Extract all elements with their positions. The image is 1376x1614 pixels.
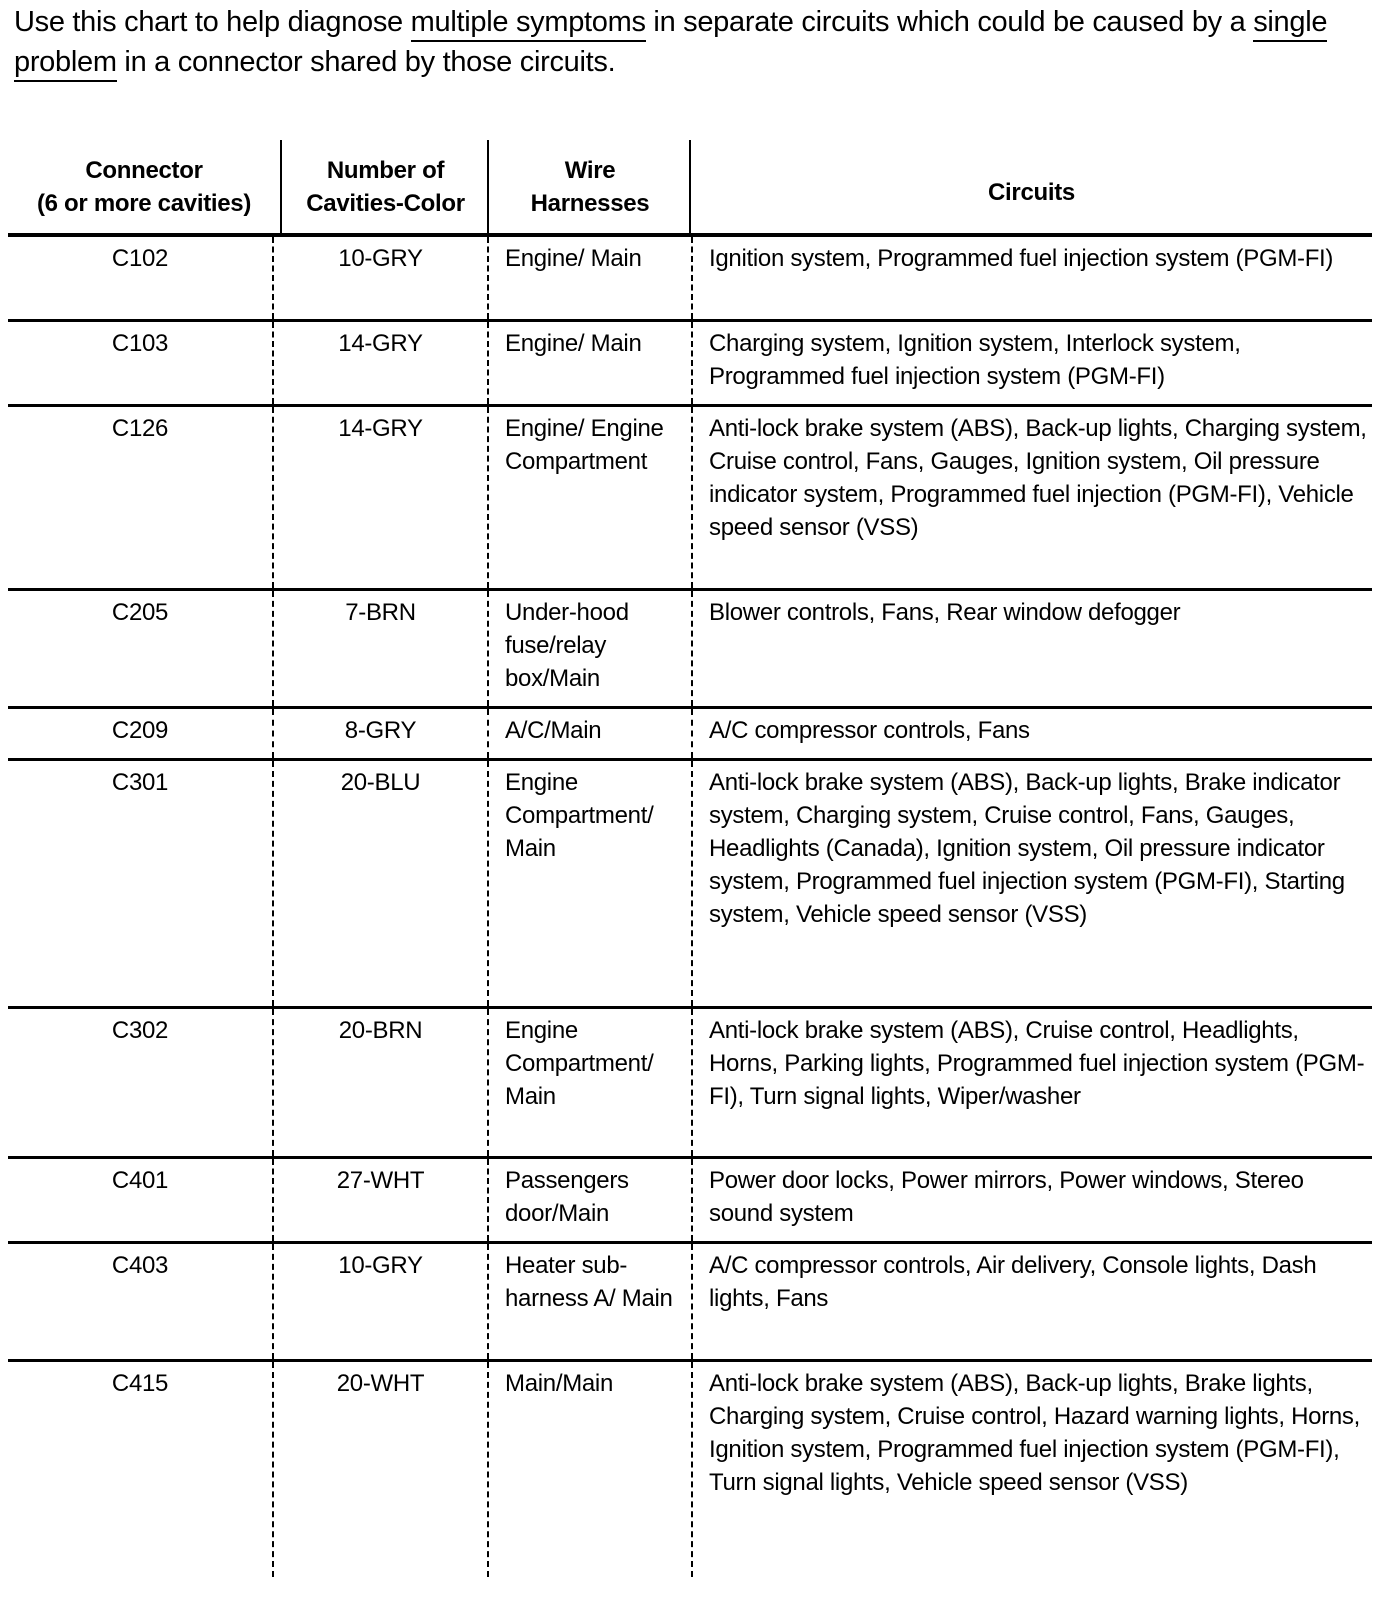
header-circuits xyxy=(689,140,1372,233)
cell-cavities: 27-WHT xyxy=(272,1159,487,1241)
cell-harness: Engine/ Main xyxy=(487,322,691,404)
cell-circuits: Anti-lock brake system (ABS), Back-up lights, Charging system, Cruise control, Fans, Gauges, Ignition system, Oil pressure indicator system, Programmed fuel injection (PGM-FI), Vehicle speed sensor (VSS) xyxy=(691,407,1372,588)
table-body xyxy=(8,237,1372,1577)
intro-part2: in separate circuits which could be caused by a xyxy=(645,6,1254,38)
header-harnesses xyxy=(487,140,691,233)
cell-circuits: A/C compressor controls, Fans xyxy=(691,709,1372,758)
header-connector xyxy=(8,140,280,233)
table-row xyxy=(8,761,1372,1009)
table-row xyxy=(8,1244,1372,1362)
cell-connector: C401 xyxy=(111,1167,169,1194)
cell-harness: Heater sub-harness A/ Main xyxy=(487,1244,691,1359)
cell-circuits: Anti-lock brake system (ABS), Back-up lights, Brake lights, Charging system, Cruise control, Hazard warning lights, Horns, Ignition system, Programmed fuel injection system (PGM-FI), Turn signal lights, Vehicle speed sensor (VSS) xyxy=(691,1362,1372,1577)
header-cavities-line1: Number of xyxy=(326,156,445,184)
cell-connector: C302 xyxy=(111,1017,169,1044)
cell-harness: Engine/ Engine Compartment xyxy=(487,407,691,588)
cell-cavities: 20-WHT xyxy=(272,1362,487,1577)
cell-connector: C415 xyxy=(111,1370,169,1397)
cell-circuits: Anti-lock brake system (ABS), Cruise control, Headlights, Horns, Parking lights, Programmed fuel injection system (PGM-FI), Turn signal lights, Wiper/washer xyxy=(691,1009,1372,1156)
cell-harness: Engine/ Main xyxy=(487,237,691,319)
header-circuits-label: Circuits xyxy=(988,179,1075,206)
cell-connector: C205 xyxy=(111,599,169,626)
cell-circuits: Charging system, Ignition system, Interlock system, Programmed fuel injection system (PGM-FI) xyxy=(691,322,1372,404)
table-row xyxy=(8,1159,1372,1244)
cell-harness: Main/Main xyxy=(487,1362,691,1577)
intro-text xyxy=(14,2,1374,82)
header-cavities xyxy=(280,140,489,233)
cell-connector: C103 xyxy=(111,330,169,357)
intro-emphasis-single-problem: single problem xyxy=(14,6,1327,82)
cell-harness: Engine Compartment/ Main xyxy=(487,1009,691,1156)
cell-cavities: 7-BRN xyxy=(272,591,487,706)
cell-circuits: Anti-lock brake system (ABS), Back-up lights, Brake indicator system, Charging system, Cruise control, Fans, Gauges, Headlights (Canada), Ignition system, Oil pressure indicator system, Programmed fuel injection system (PGM-FI), Starting system, Vehicle speed sensor (VSS) xyxy=(691,761,1372,1006)
table-row xyxy=(8,591,1372,709)
cell-harness: Passengers door/Main xyxy=(487,1159,691,1241)
intro-part1: Use this chart to help diagnose xyxy=(14,6,411,38)
cell-circuits: Ignition system, Programmed fuel injection system (PGM-FI) xyxy=(691,237,1372,319)
cell-cavities: 10-GRY xyxy=(272,1244,487,1359)
table-row xyxy=(8,1009,1372,1159)
cell-cavities: 10-GRY xyxy=(272,237,487,319)
header-harness-line1: Wire xyxy=(564,156,616,184)
cell-harness: A/C/Main xyxy=(487,709,691,758)
cell-cavities: 14-GRY xyxy=(272,407,487,588)
header-connector-line2: (6 or more cavities) xyxy=(36,189,252,217)
table-row xyxy=(8,709,1372,761)
cell-circuits: A/C compressor controls, Air delivery, Console lights, Dash lights, Fans xyxy=(691,1244,1372,1359)
cell-connector: C102 xyxy=(111,245,169,272)
table-row xyxy=(8,322,1372,407)
header-cavities-line2: Cavities-Color xyxy=(306,189,465,217)
table-row xyxy=(8,1362,1372,1577)
cell-connector: C209 xyxy=(111,717,169,744)
header-harness-line2: Harnesses xyxy=(530,189,650,217)
cell-harness: Engine Compartment/ Main xyxy=(487,761,691,1006)
table-row xyxy=(8,237,1372,322)
connector-table xyxy=(8,140,1372,1577)
header-connector-line1: Connector xyxy=(85,156,203,184)
cell-harness: Under-hood fuse/relay box/Main xyxy=(487,591,691,706)
intro-emphasis-multiple-symptoms: multiple symptoms xyxy=(411,6,646,42)
table-row xyxy=(8,407,1372,591)
table-header xyxy=(8,140,1372,237)
cell-circuits: Power door locks, Power mirrors, Power windows, Stereo sound system xyxy=(691,1159,1372,1241)
cell-connector: C403 xyxy=(111,1252,169,1279)
cell-circuits: Blower controls, Fans, Rear window defogger xyxy=(691,591,1372,706)
cell-cavities: 20-BRN xyxy=(272,1009,487,1156)
intro-part3: in a connector shared by those circuits. xyxy=(116,46,616,78)
cell-cavities: 8-GRY xyxy=(272,709,487,758)
cell-cavities: 20-BLU xyxy=(272,761,487,1006)
cell-connector: C126 xyxy=(111,415,169,442)
cell-connector: C301 xyxy=(111,769,169,796)
cell-cavities: 14-GRY xyxy=(272,322,487,404)
